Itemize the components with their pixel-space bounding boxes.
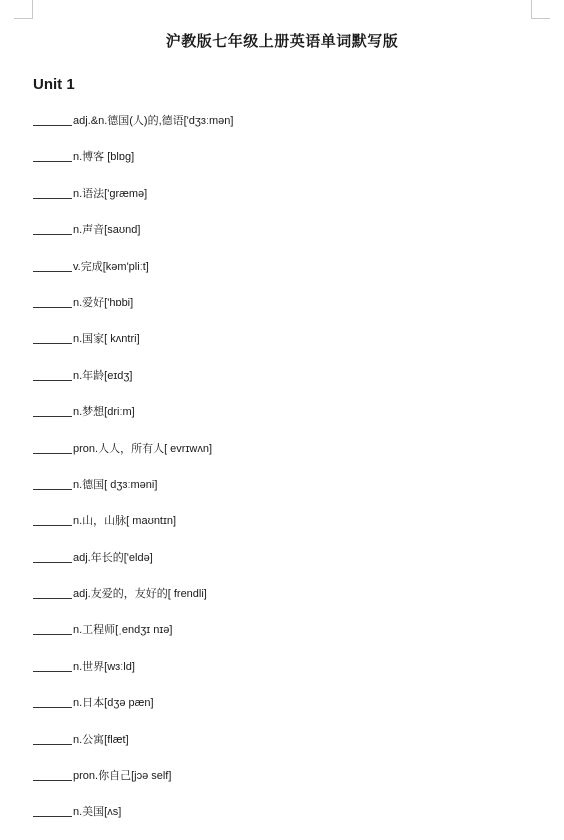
document-title: 沪教版七年级上册英语单词默写版 <box>165 33 399 50</box>
unit-heading: Unit 1 <box>33 76 75 93</box>
vocab-definition: n.公寓[flæt] <box>73 733 129 746</box>
vocab-definition: v.完成[kəm'pliːt] <box>73 260 149 273</box>
answer-blank[interactable] <box>33 621 72 635</box>
vocab-entry <box>33 476 233 512</box>
vocab-entry <box>33 112 233 148</box>
answer-blank[interactable] <box>33 694 72 708</box>
vocab-entry <box>33 621 233 657</box>
answer-blank[interactable] <box>33 440 72 454</box>
answer-blank[interactable] <box>33 585 72 599</box>
answer-blank[interactable] <box>33 803 72 817</box>
answer-blank[interactable] <box>33 112 72 126</box>
answer-blank[interactable] <box>33 330 72 344</box>
vocab-entry <box>33 148 233 184</box>
vocab-definition: n.梦想[driːm] <box>73 406 135 419</box>
vocab-entry <box>33 512 233 548</box>
vocab-list <box>33 112 233 840</box>
page-corner-mark-left <box>14 0 33 19</box>
answer-blank[interactable] <box>33 185 72 199</box>
vocab-entry <box>33 221 233 257</box>
answer-blank[interactable] <box>33 367 72 381</box>
vocab-entry <box>33 367 233 403</box>
vocab-definition: n.世界[wɜːld] <box>73 660 135 673</box>
vocab-entry <box>33 767 233 803</box>
vocab-entry <box>33 440 233 476</box>
answer-blank[interactable] <box>33 658 72 672</box>
vocab-entry <box>33 803 233 839</box>
answer-blank[interactable] <box>33 294 72 308</box>
vocab-definition: adj.友爱的，友好的[ frendli] <box>73 588 207 601</box>
vocab-entry <box>33 258 233 294</box>
answer-blank[interactable] <box>33 148 72 162</box>
vocab-entry <box>33 658 233 694</box>
answer-blank[interactable] <box>33 767 72 781</box>
page-corner-mark-right <box>531 0 550 19</box>
answer-blank[interactable] <box>33 221 72 235</box>
vocab-entry <box>33 294 233 330</box>
vocab-definition: pron.人人，所有人[ evrɪwʌn] <box>73 442 212 455</box>
vocab-definition: adj.年长的['eldə] <box>73 551 153 564</box>
vocab-entry <box>33 185 233 221</box>
vocab-definition: n.博客 [blɒg] <box>73 151 135 164</box>
vocab-definition: pron.你自己[jɔə self] <box>73 770 172 783</box>
vocab-entry <box>33 330 233 366</box>
vocab-definition: adj.&n.德国(人)的,德语['dʒɜːmən] <box>73 115 234 127</box>
vocab-definition: n.语法['græmə] <box>73 187 148 200</box>
answer-blank[interactable] <box>33 258 72 272</box>
answer-blank[interactable] <box>33 549 72 563</box>
vocab-definition: n.德国[ dʒɜːməni] <box>73 478 158 491</box>
vocab-definition: n.山，山脉[ maʊntɪn] <box>73 515 177 528</box>
vocab-entry <box>33 403 233 439</box>
answer-blank[interactable] <box>33 512 72 526</box>
vocab-entry <box>33 585 233 621</box>
vocab-definition: n.声音[saʊnd] <box>73 224 141 237</box>
vocab-entry <box>33 549 233 585</box>
vocab-definition: n.日本[dʒə pæn] <box>73 697 154 710</box>
answer-blank[interactable] <box>33 731 72 745</box>
vocab-entry <box>33 731 233 767</box>
vocab-definition: n.工程师[ˌendʒɪ nɪə] <box>73 624 173 637</box>
answer-blank[interactable] <box>33 476 72 490</box>
vocab-definition: n.国家[ kʌntri] <box>73 333 140 346</box>
vocab-definition: n.爱好['hɒbi] <box>73 296 134 309</box>
vocab-entry <box>33 694 233 730</box>
vocab-definition: n.年龄[eɪdʒ] <box>73 369 133 382</box>
answer-blank[interactable] <box>33 403 72 417</box>
vocab-definition: n.美国[ʌs] <box>73 806 122 819</box>
